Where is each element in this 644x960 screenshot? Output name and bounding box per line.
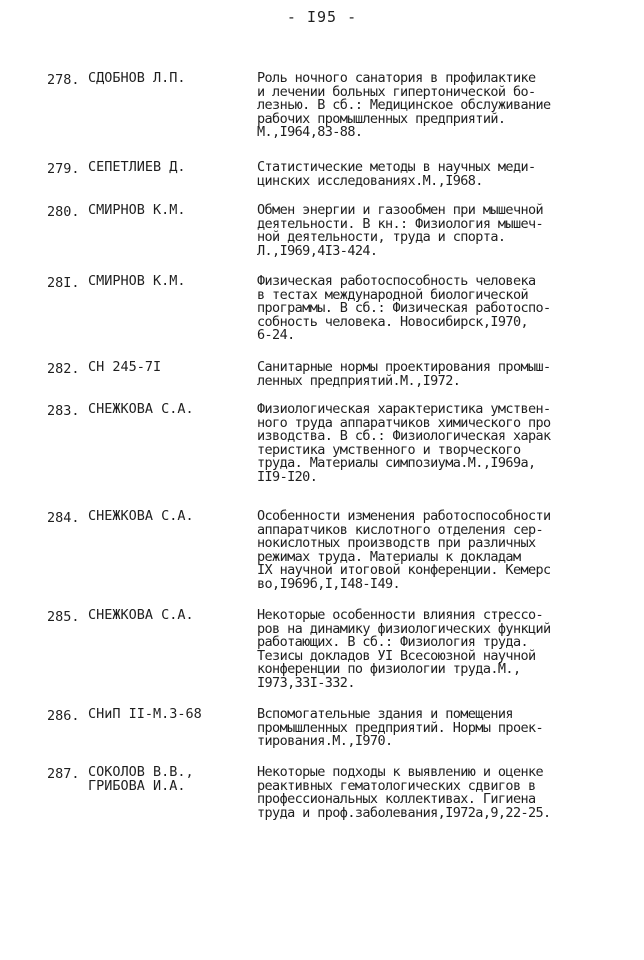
- entry-number: 285.: [47, 609, 80, 625]
- entry-284: [0, 510, 644, 609]
- entry-283: [0, 403, 644, 510]
- entry-number: 278.: [47, 72, 80, 88]
- entry-author: СН 245-7I: [88, 359, 162, 375]
- entry-text: Некоторые особенности влияния стрессо- ров на динамику физиологических функций работающих. В сб.: Физиология труда. Тезисы докладов УI Всесоюзной научной конференции по физиологии труда.М., I973,33I-332.: [257, 607, 551, 691]
- entry-text: Физиологическая характеристика умствен- ного труда аппаратчиков химического про изводства. В сб.: Физиологическая харак теристика умственного и творческого труда. Материалы симпозиума.М.,I969а, II9-I20.: [257, 401, 551, 485]
- entry-author: СМИРНОВ К.М.: [88, 273, 186, 289]
- entry-number: 284.: [47, 510, 80, 526]
- entry-281: [0, 275, 644, 361]
- entry-text: Вспомогательные здания и помещения промышленных предприятий. Нормы проек- тирования.М.,I970.: [257, 706, 544, 749]
- entry-author: СЕПЕТЛИЕВ Д.: [88, 159, 186, 175]
- entry-author: СНЕЖКОВА С.А.: [88, 401, 194, 417]
- entry-text: Особенности изменения работоспособности аппаратчиков кислотного отделения сер- нокислотных производств при различных режимах труда. Материалы к докладам IX научной итоговой конференции. Кемерс во,I969б,I,I48-I49.: [257, 508, 551, 592]
- entry-author: СНЕЖКОВА С.А.: [88, 508, 194, 524]
- entry-text: Некоторые подходы к выявлению и оценке реактивных гематологических сдвигов в профессиональных коллективах. Гигиена труда и проф.заболевания,I972а,9,22-25.: [257, 764, 551, 821]
- entry-282: [0, 361, 644, 403]
- entry-278: [0, 72, 644, 161]
- entry-author: СНиП II-М.3-68: [88, 706, 202, 722]
- entry-number: 283.: [47, 403, 80, 419]
- entry-285: [0, 609, 644, 708]
- entry-280: [0, 204, 644, 275]
- entry-number: 280.: [47, 204, 80, 220]
- entry-author: СНЕЖКОВА С.А.: [88, 607, 194, 623]
- bibliography-list: [0, 72, 644, 826]
- entry-text: Санитарные нормы проектирования промыш- ленных предприятий.М.,I972.: [257, 359, 551, 389]
- entry-287: [0, 766, 644, 826]
- entry-author: СМИРНОВ К.М.: [88, 202, 186, 218]
- entry-number: 282.: [47, 361, 80, 377]
- entry-number: 279.: [47, 161, 80, 177]
- page-number: - I95 -: [286, 8, 358, 26]
- entry-text: Обмен энергии и газообмен при мышечной деятельности. В кн.: Физиология мышеч- ной деятельности, труда и спорта. Л.,I969,4I3-424.: [257, 202, 544, 259]
- entry-author: СДОБНОВ Л.П.: [88, 70, 186, 86]
- entry-text: Роль ночного санатория в профилактике и лечении больных гипертонической бо- лезнью. В сб.: Медицинское обслуживание рабочих промышленных предприятий. М.,I964,83-88.: [257, 70, 551, 140]
- entry-number: 286.: [47, 708, 80, 724]
- entry-number: 28I.: [47, 275, 80, 291]
- entry-286: [0, 708, 644, 766]
- entry-text: Статистические методы в научных меди- цинских исследованиях.М.,I968.: [257, 159, 536, 189]
- entry-279: [0, 161, 644, 204]
- entry-author: СОКОЛОВ В.В., ГРИБОВА И.А.: [88, 764, 194, 794]
- entry-text: Физическая работоспособность человека в тестах международной биологической программы. В сб.: Физическая работоспо- собность человека. Новосибирск,I970, 6-24.: [257, 273, 551, 343]
- entry-number: 287.: [47, 766, 80, 782]
